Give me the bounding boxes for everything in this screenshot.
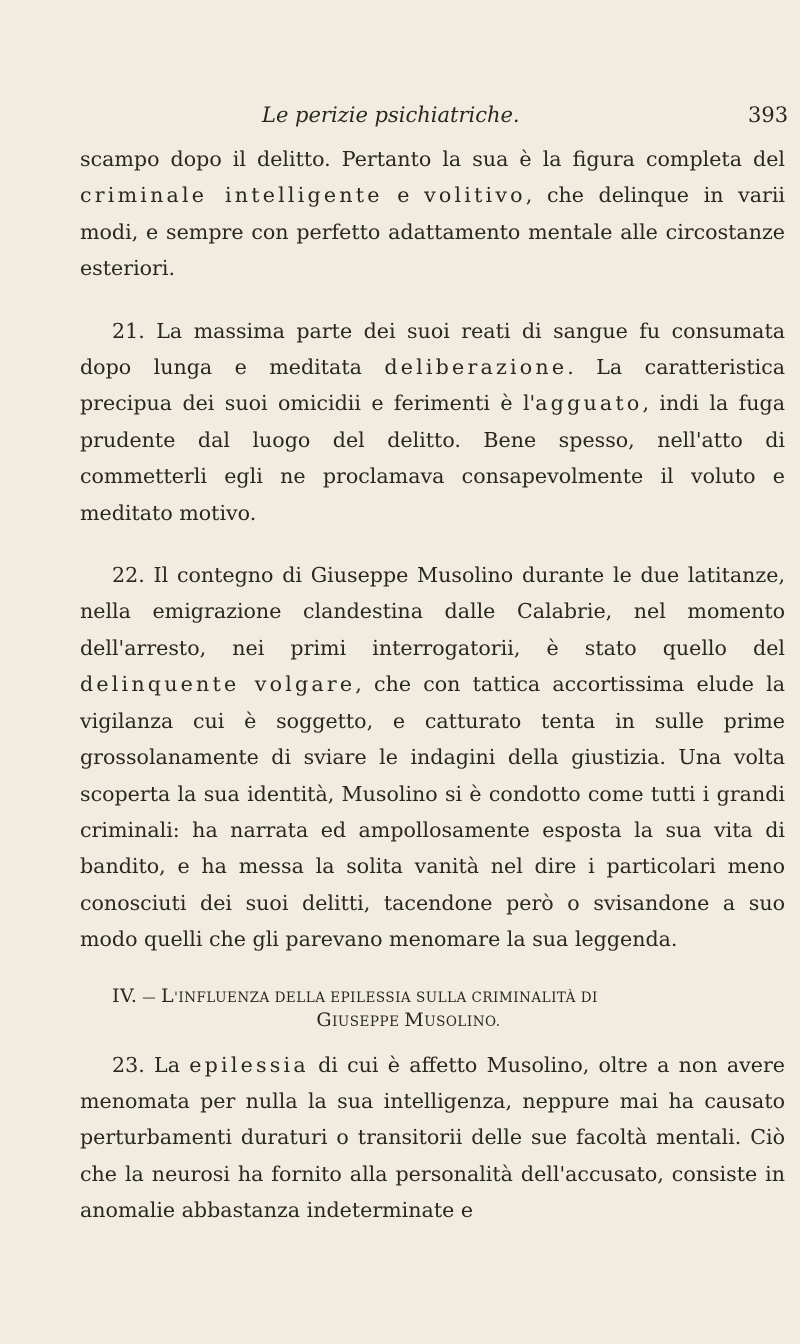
section-heading-line2: GIUSEPPE MUSOLINO. [316,1008,501,1031]
running-title: Le perizie psichiatriche. [262,103,520,127]
section-heading-line1: IV. — L'INFLUENZA DELLA EPILESSIA SULLA CRIMINALITÀ DI [112,984,598,1007]
paragraph-23: 23. La epilessia di cui è affetto Musolino, oltre a non avere menomata per nulla la sua intelligenza, neppure mai ha causato perturbamenti duraturi o transitorii delle sue facoltà mentali. Ciò che la neurosi ha fornito alla personalità dell'accusato, consiste in anomalie abbastanza indeterminate e [80,1052,785,1223]
body-text [80,141,785,1229]
section-heading [112,985,785,1033]
page-number: 393 [748,103,789,127]
spaced-emphasis: criminale intelligente [80,183,383,208]
spaced-emphasis: deliberazione [384,355,568,380]
paragraph-22: 22. Il contegno di Giuseppe Musolino durante le due latitanze, nella emigrazione clandestina dalle Calabrie, nel momento dell'arresto, nei primi interrogatorii, è stato quello del delinquente volgare, che con tattica accortissima elude la vigilanza cui è soggetto, e catturato tenta in sulle prime grossolanamente di sviare le indagini della giustizia. Una volta scoperta la sua identità, Musolino si è condotto come tutti i grandi criminali: ha narrata ed ampollosamente esposta la sua vita di bandito, e ha messa la solita vanità nel dire i particolari meno conosciuti dei suoi delitti, tacendone però o svisandone a suo modo quelli che gli parevano menomare la sua leggenda. [80,563,786,952]
spaced-emphasis: volitivo [424,183,526,208]
spaced-emphasis: delinquente volgare [80,672,356,697]
spaced-emphasis: agguato [535,391,643,416]
paragraph-continuation: scampo dopo il delitto. Pertanto la sua è la figura completa del criminale intelligente e volitivo, che delinque in varii modi, e sempre con perfetto adattamento mentale alle circostanze esteriori. [80,147,786,281]
paragraph-21: 21. La massima parte dei suoi reati di sangue fu consumata dopo lunga e meditata deliberazione. La caratteristica precipua dei suoi omicidii e ferimenti è l'agguato, indi la fuga prudente dal luogo del delitto. Bene spesso, nell'atto di commetterli egli ne proclamava consapevolmente il voluto e meditato motivo. [80,318,785,525]
spaced-emphasis: epilessia [189,1052,309,1077]
